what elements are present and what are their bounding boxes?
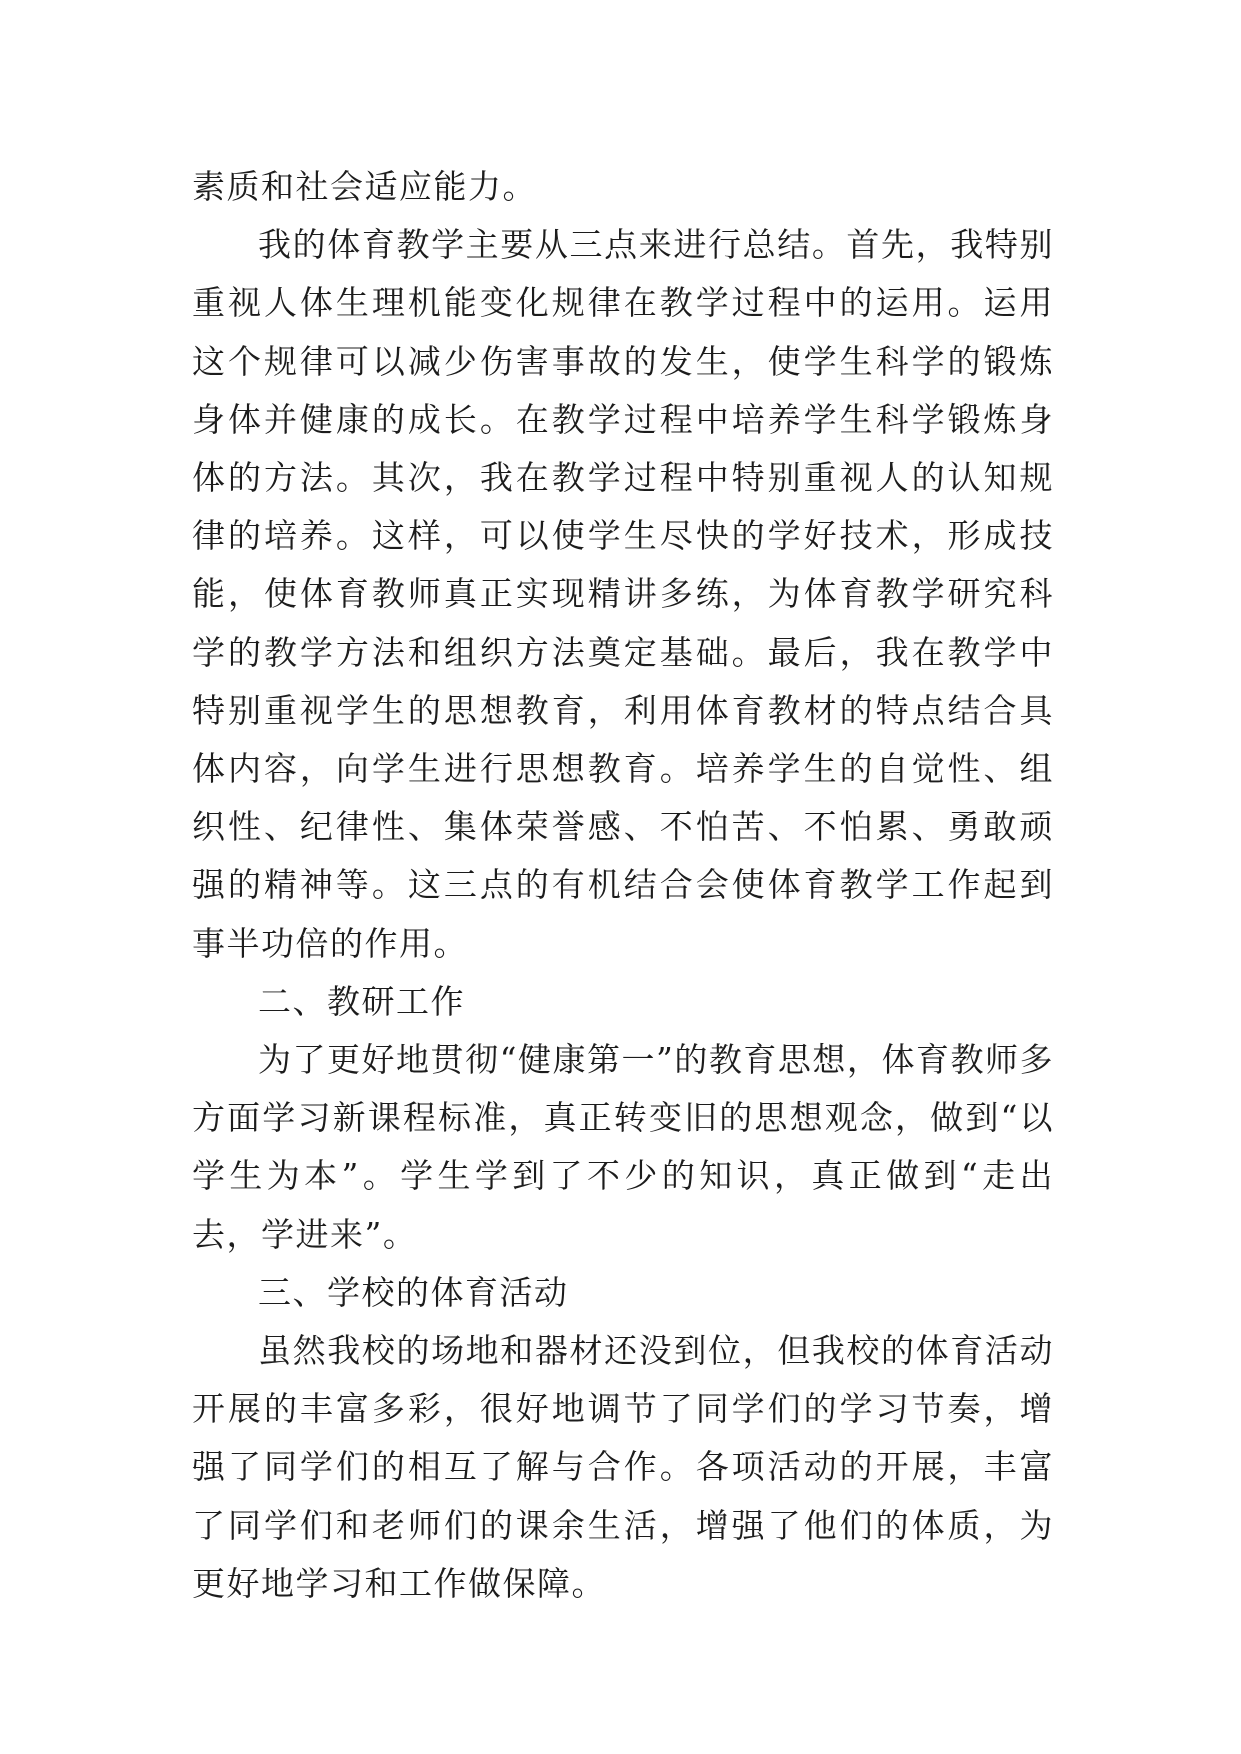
section-heading-research: 二、教研工作 [258, 981, 465, 1021]
document-page [192, 158, 1054, 1613]
research-paragraph: 为了更好地贯彻“健康第一”的教育思想，体育教师多方面学习新课程标准，真正转变旧的思想观念，做到“以学生为本”。学生学到了不少的知识，真正做到“走出去，学进来”。 [192, 1040, 1054, 1254]
section-heading-activities: 三、学校的体育活动 [258, 1272, 569, 1312]
activities-paragraph: 虽然我校的场地和器材还没到位，但我校的体育活动开展的丰富多彩，很好地调节了同学们的学习节奏，增强了同学们的相互了解与合作。各项活动的开展，丰富了同学们和老师们的课余生活，增强了他们的体质，为更好地学习和工作做保障。 [192, 1331, 1054, 1603]
teaching-summary-paragraph: 我的体育教学主要从三点来进行总结。首先，我特别重视人体生理机能变化规律在教学过程中的运用。运用这个规律可以减少伤害事故的发生，使学生科学的锻炼身体并健康的成长。在教学过程中培养学生科学锻炼身体的方法。其次，我在教学过程中特别重视人的认知规律的培养。这样，可以使学生尽快的学好技术，形成技能，使体育教师真正实现精讲多练，为体育教学研究科学的教学方法和组织方法奠定基础。最后，我在教学中特别重视学生的思想教育，利用体育教材的特点结合具体内容，向学生进行思想教育。培养学生的自觉性、组织性、纪律性、集体荣誉感、不怕苦、不怕累、勇敢顽强的精神等。这三点的有机结合会使体育教学工作起到事半功倍的作用。 [192, 225, 1054, 963]
continuation-paragraph: 素质和社会适应能力。 [192, 167, 537, 206]
